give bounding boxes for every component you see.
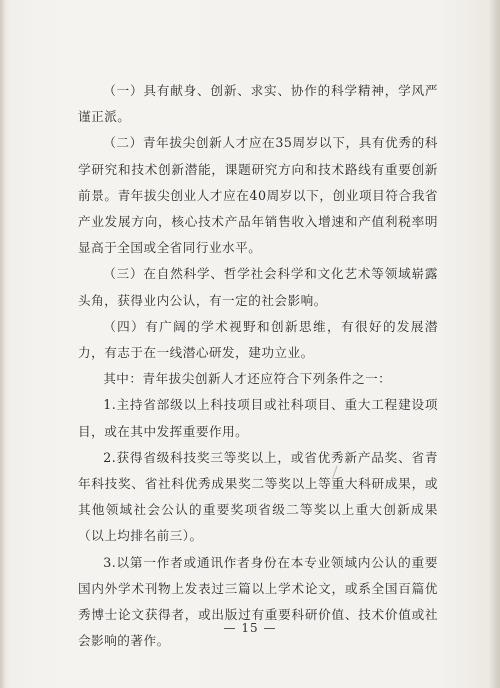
paragraph-criteria-4: （四）有广阔的学术视野和创新思维，有很好的发展潜力，有志于在一线潜心研发，建功立业。 [78,318,438,361]
paragraph-additional-conditions-intro: 其中：青年拔尖创新人才还应符合下列条件之一： [103,371,392,387]
page-edge-shadow-left [0,0,6,688]
paragraph-criteria-3: （三）在自然科学、哲学社会科学和文化艺术等领域崭露头角，获得业内公认，有一定的社会影响。 [78,266,438,308]
page-number: — 15 — [223,621,277,635]
page-edge-shadow-right [490,0,500,688]
document-body [78,78,438,654]
paragraph-condition-1: 1.主持省部级以上科技项目或社科项目、重大工程建设项目，或在其中发挥重要作用。 [78,397,438,439]
paragraph-condition-3: 3.以第一作者或通讯作者身份在本专业领域内公认的重要国内外学术刊物上发表过三篇以上学术论文，或系全国百篇优秀博士论文获得者，或出版过有重要科研价值、技术价值或社会影响的著作。 [78,554,438,649]
paragraph-condition-2: 2.获得省级科技奖三等奖以上，或省优秀新产品奖、省青年科技奖、省社科优秀成果奖二等奖以上等重大科研成果，或其他领域社会公认的重要奖项省级二等奖以上重大创新成果（以上均排名前三）。 [78,449,438,544]
paragraph-criteria-2: （二）青年拔尖创新人才应在35周岁以下，具有优秀的科学研究和技术创新潜能，课题研究方向和技术路线有重要创新前景。青年拔尖创业人才应在40周岁以下，创业项目符合我省产业发展方向，核心技术产品年销售收入增速和产值利税率明显高于全国或全省同行业水平。 [78,135,438,256]
paragraph-criteria-1: （一）具有献身、创新、求实、协作的科学精神，学风严谨正派。 [78,83,438,125]
